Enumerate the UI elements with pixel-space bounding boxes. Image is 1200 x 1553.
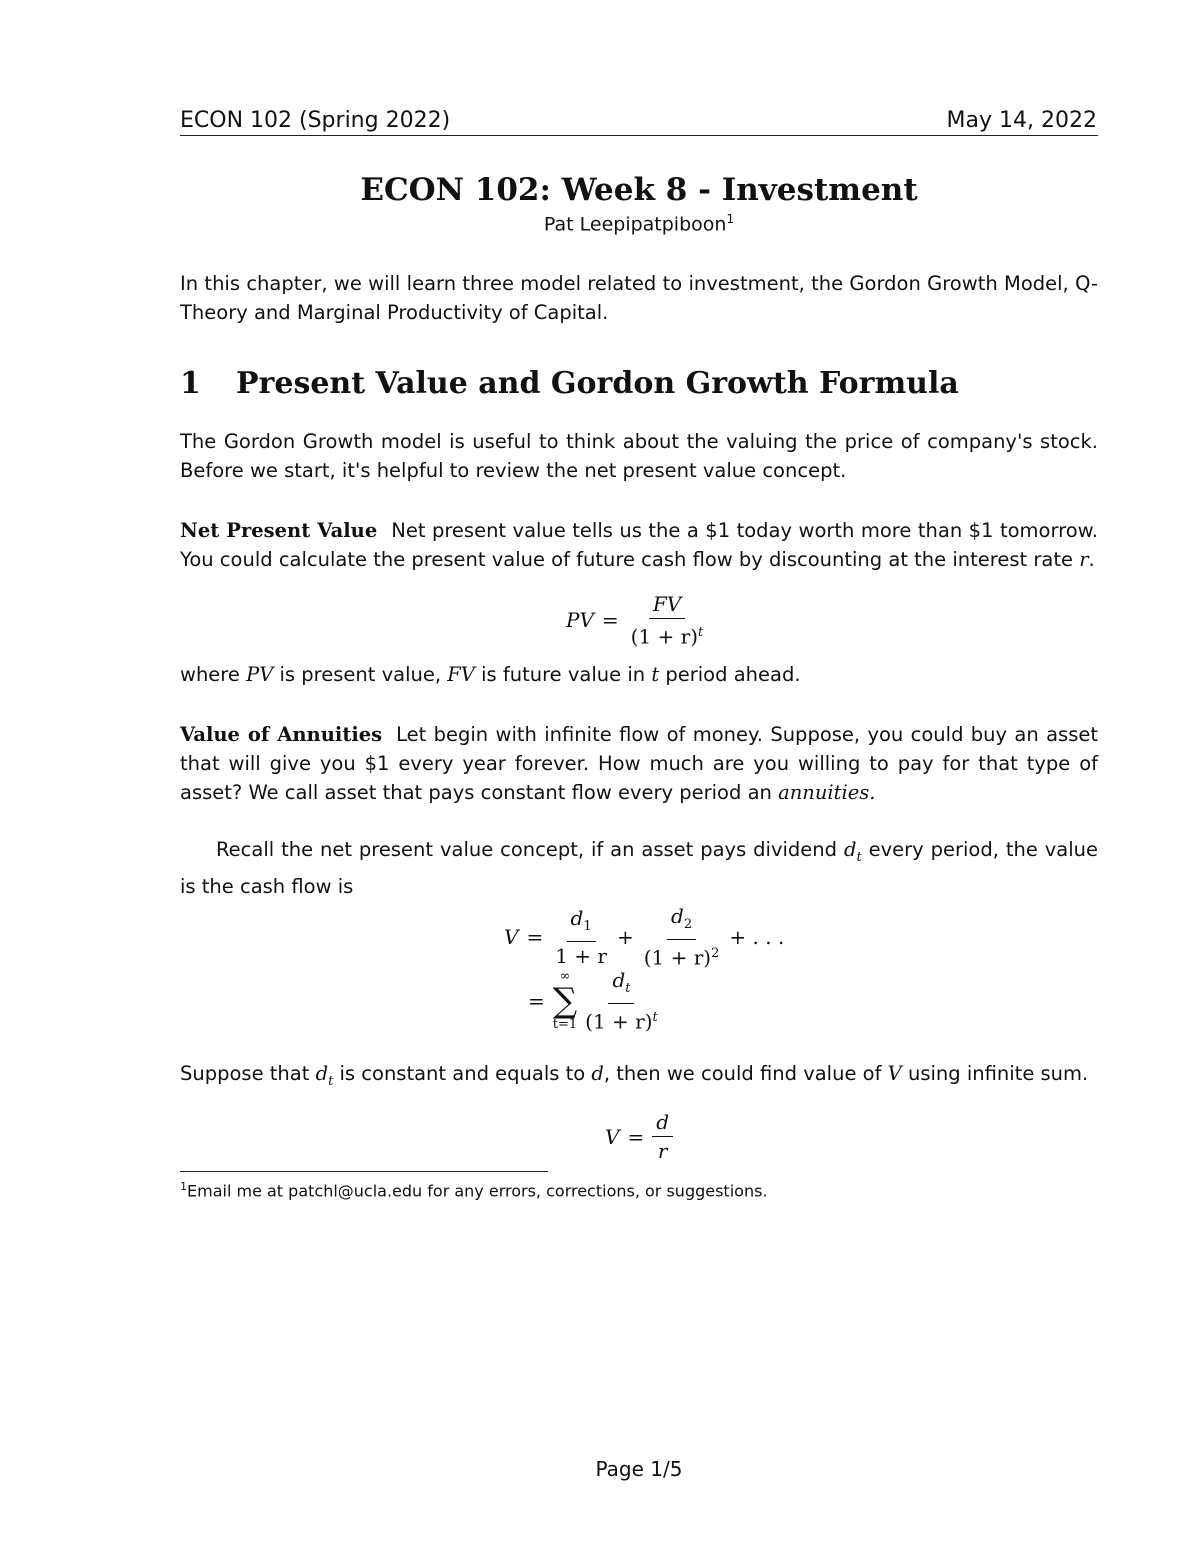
v-tail: + . . . — [729, 924, 785, 949]
npv-paragraph — [180, 516, 1098, 574]
v-term2-den-exp: 2 — [711, 946, 720, 961]
v-equals-d-over-r-equation: V = $\frac{d}{r}$ — [605, 1110, 673, 1163]
suppose-text-b: is constant and equals to — [339, 1062, 586, 1085]
footnote — [180, 1180, 768, 1200]
summation-sign: ∞ ∑ t=1 — [552, 968, 578, 1032]
footnote-text: Email me at patchl@ucla.edu for any errors, corrections, or suggestions. — [187, 1181, 768, 1201]
suppose-sub: t — [328, 1073, 334, 1089]
section-intro-paragraph: The Gordon Growth model is useful to think about the valuing the price of company's stock. Before we start, it's helpful to review the net present value concept. — [180, 430, 1098, 482]
pv-numerator: FV — [649, 592, 685, 619]
author — [180, 212, 1098, 235]
suppose-v: V — [887, 1062, 902, 1085]
value-equation-line1: V = $\frac{d_1}{1 + r}$ + $\frac{d_2}{(1 + r)^2}$ + . . . — [504, 904, 785, 970]
where-paragraph — [180, 660, 1098, 689]
v-sum-den: (1 + r) — [585, 1009, 653, 1034]
section-number: 1 — [180, 366, 201, 401]
npv-text: Net present value tells us the a $1 today worth more than $1 tomorrow. You could calculate the present value of future cash flow by discounting at the interest rate — [180, 519, 1098, 571]
author-footnote-mark: 1 — [726, 212, 735, 226]
footnote-rule — [180, 1171, 548, 1172]
author-name: Pat Leepipatpiboon — [543, 213, 727, 236]
running-header-date: May 14, 2022 — [946, 108, 1097, 133]
vd-fraction — [652, 1110, 673, 1163]
vd-denominator: r — [657, 1139, 668, 1163]
intro-paragraph: In this chapter, we will learn three model related to investment, the Gordon Growth Model, Q-Theory and Marginal Productivity of Capital. — [180, 272, 1098, 324]
pv-lhs: PV — [566, 608, 594, 633]
annuities-term: annuities. — [778, 781, 876, 804]
running-header-course: ECON 102 (Spring 2022) — [180, 108, 451, 133]
suppose-text-e: using infinite sum. — [907, 1062, 1089, 1085]
sum-lower-limit: t=1 — [552, 1016, 578, 1032]
v-term2-num-sub: 2 — [683, 917, 693, 932]
suppose-d: d — [591, 1062, 604, 1085]
v-term2 — [640, 904, 724, 970]
suppose-text-a: Suppose that — [180, 1062, 310, 1085]
v-term1-num: d — [570, 905, 584, 930]
v-lhs: V — [504, 924, 519, 949]
footnote-mark: 1 — [180, 1180, 187, 1193]
value-equation-line2: = ∞ ∑ t=1 $\frac{d_t}{(1 + r)^t}$ — [528, 968, 662, 1034]
v-sum-num-sub: t — [625, 981, 631, 996]
v-term2-den: (1 + r) — [643, 945, 712, 970]
npv-var-r: r — [1079, 548, 1089, 571]
suppose-var: d — [315, 1062, 329, 1085]
recall-text-b: every period, the value is the cash flow is — [180, 838, 1098, 898]
where-text-b: is present value, — [279, 663, 442, 686]
v-sum-num: d — [612, 968, 626, 992]
pv-equation: PV = $\frac{FV}{(1 + r)^t}$ — [566, 592, 707, 649]
sum-upper-limit: ∞ — [559, 968, 571, 984]
section-heading — [180, 366, 959, 401]
recall-text-a: Recall the net present value concept, if an asset pays dividend — [216, 838, 838, 861]
v-sum-den-exp: t — [652, 1010, 658, 1025]
where-text-a: where — [180, 663, 240, 686]
npv-heading: Net Present Value — [180, 519, 378, 542]
v-sum-term — [581, 968, 662, 1034]
vd-numerator: d — [652, 1110, 673, 1137]
where-fv: FV — [447, 663, 475, 686]
pv-denominator-exp: t — [698, 625, 704, 640]
where-t: t — [651, 663, 660, 686]
recall-var: d — [843, 838, 857, 861]
suppose-text-c: , then we could find value of — [603, 1062, 882, 1085]
recall-sub: t — [856, 849, 862, 865]
where-pv: PV — [246, 663, 274, 686]
suppose-paragraph — [180, 1059, 1098, 1096]
where-text-c: is future value in — [481, 663, 646, 686]
v-term1-den: 1 + r — [555, 943, 607, 968]
section-title: Present Value and Gordon Growth Formula — [236, 366, 959, 401]
recall-paragraph — [180, 835, 1098, 901]
where-text-d: period ahead. — [665, 663, 801, 686]
page-number: Page 1/5 — [595, 1457, 683, 1481]
document-title: ECON 102: Week 8 - Investment — [360, 172, 918, 208]
annuities-paragraph — [180, 720, 1098, 807]
annuities-text: Let begin with infinite flow of money. Suppose, you could buy an asset that will give you $1 every year forever. How much are you willing to pay for that type of asset? We call asset that pays constant flow every period an — [180, 723, 1098, 804]
header-rule — [180, 135, 1098, 136]
v-term1-num-sub: 1 — [583, 918, 592, 934]
v-term1 — [551, 906, 611, 968]
pv-fraction — [627, 592, 708, 649]
pv-denominator: (1 + r) — [630, 624, 699, 649]
v-term2-num: d — [671, 904, 684, 928]
vd-lhs: V — [605, 1124, 620, 1149]
annuities-heading: Value of Annuities — [180, 723, 383, 746]
npv-end: . — [1088, 548, 1095, 571]
